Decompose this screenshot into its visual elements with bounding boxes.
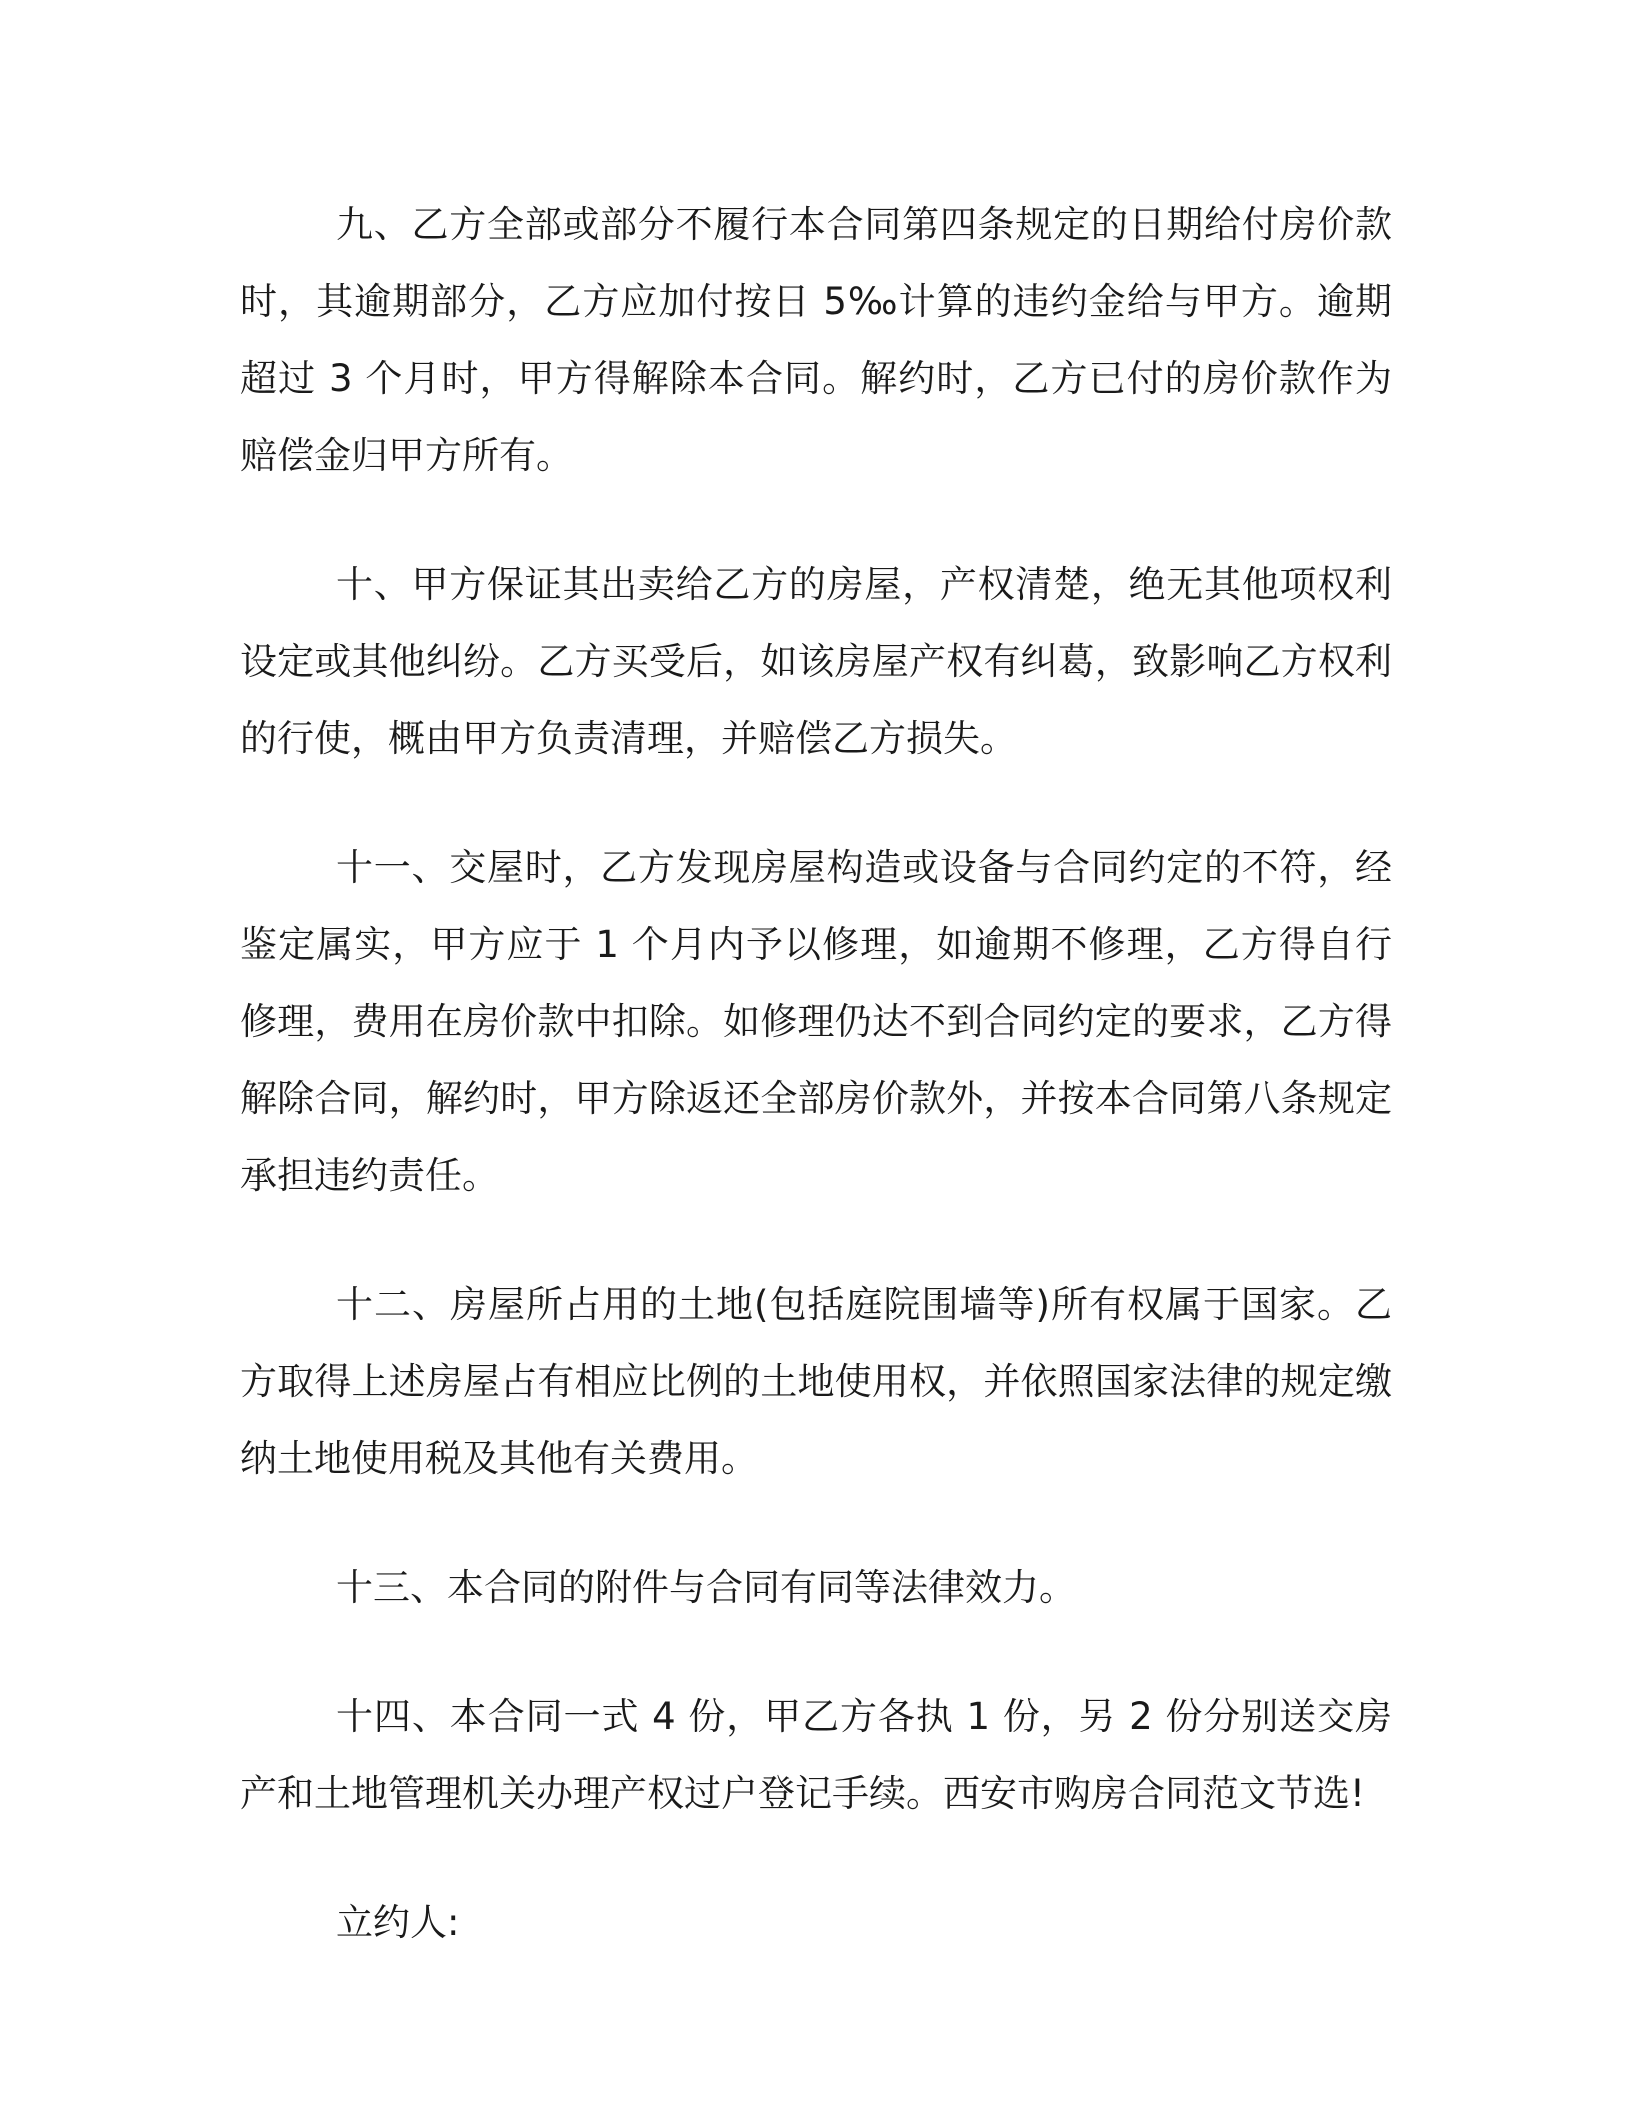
clause-12: 十二、房屋所占用的土地(包括庭院围墙等)所有权属于国家。乙方取得上述房屋占有相应比例的土地使用权，并依照国家法律的规定缴纳土地使用税及其他有关费用。	[240, 1283, 1392, 1480]
signatory-label: 立约人:	[336, 1901, 460, 1944]
clause-14: 十四、本合同一式 4 份，甲乙方各执 1 份，另 2 份分别送交房产和土地管理机关办理产权过户登记手续。西安市购房合同范文节选!	[240, 1695, 1392, 1815]
clause-10: 十、甲方保证其出卖给乙方的房屋，产权清楚，绝无其他项权利设定或其他纠纷。乙方买受后，如该房屋产权有纠葛，致影响乙方权利的行使，概由甲方负责清理，并赔偿乙方损失。	[240, 563, 1392, 760]
document-body	[240, 186, 1392, 1961]
clause-11: 十一、交屋时，乙方发现房屋构造或设备与合同约定的不符，经鉴定属实，甲方应于 1 个月内予以修理，如逾期不修理，乙方得自行修理，费用在房价款中扣除。如修理仍达不到合同约定的要求，乙方得解除合同，解约时，甲方除返还全部房价款外，并按本合同第八条规定承担违约责任。	[240, 846, 1392, 1197]
clause-9: 九、乙方全部或部分不履行本合同第四条规定的日期给付房价款时，其逾期部分，乙方应加付按日 5‰计算的违约金给与甲方。逾期超过 3 个月时，甲方得解除本合同。解约时，乙方已付的房价款作为赔偿金归甲方所有。	[240, 203, 1392, 477]
clause-13: 十三、本合同的附件与合同有同等法律效力。	[336, 1566, 1076, 1609]
